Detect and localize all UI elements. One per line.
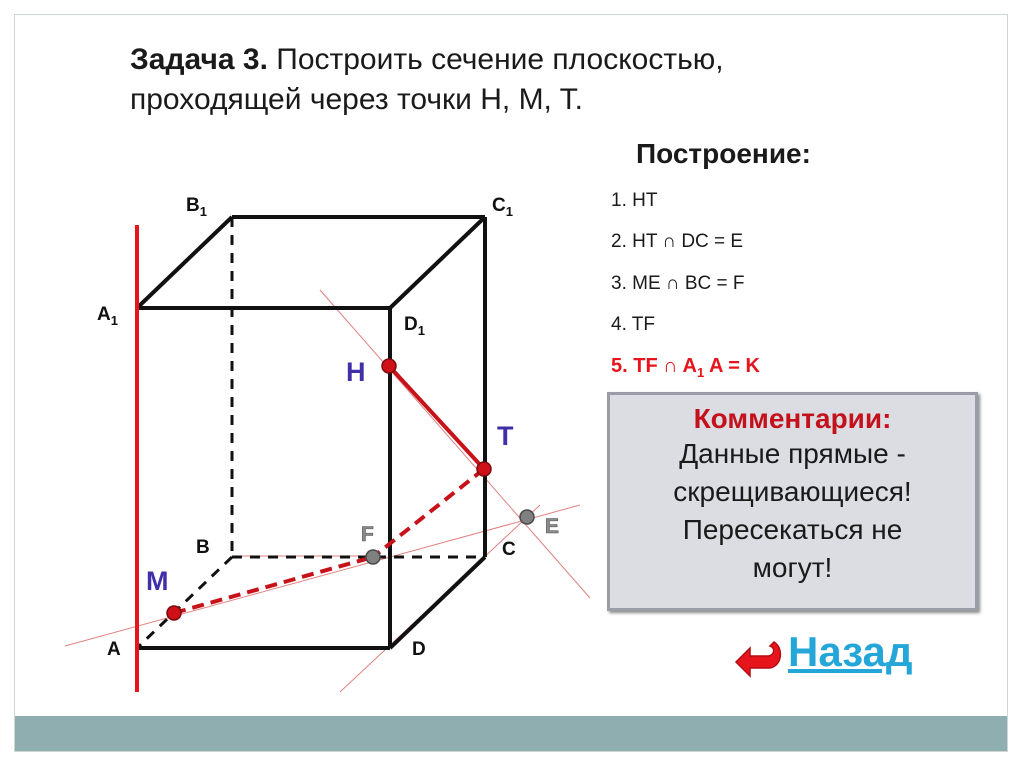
- label-b1: $B_1$: [186, 195, 207, 219]
- comment-line: Данные прямые -: [679, 438, 906, 469]
- point-e: [520, 510, 534, 524]
- point-m: [167, 606, 181, 620]
- comment-line: скрещивающиеся!: [673, 476, 912, 507]
- label-a1: $A_1$: [97, 304, 118, 328]
- problem-statement: Построить сечение плоскостью, проходящей через точки H, M, T.: [130, 43, 724, 116]
- point-h: [382, 359, 396, 373]
- comment-title: Комментарии:: [693, 403, 892, 434]
- label-t: T: [497, 421, 514, 451]
- problem-number: Задача 3.: [130, 43, 268, 76]
- point-t: [477, 462, 491, 476]
- label-c: C: [502, 539, 516, 560]
- step-5-sub: 1: [696, 365, 705, 380]
- segment-ht: [389, 366, 484, 469]
- step-3: 3. ME ∩ BC = F: [611, 273, 745, 294]
- line-me-extension: [65, 505, 580, 646]
- step-1: 1. HT: [611, 190, 658, 211]
- comment-line: могут!: [752, 552, 833, 583]
- label-d1: $D_1$: [404, 314, 425, 338]
- edge-dc: [390, 557, 485, 648]
- label-e: E: [545, 515, 560, 538]
- point-f: [366, 550, 380, 564]
- construction-heading: Построение:: [636, 138, 811, 169]
- label-a: A: [107, 639, 121, 660]
- label-d: D: [412, 639, 426, 660]
- label-b: B: [196, 537, 210, 558]
- step-4: 4. TF: [611, 314, 655, 335]
- step-5-after: A = K: [704, 355, 760, 377]
- step-2: 2. HT ∩ DC = E: [611, 231, 744, 252]
- edge-c1d1: [390, 217, 485, 308]
- label-h: H: [346, 357, 366, 387]
- back-link[interactable]: Назад: [788, 628, 913, 675]
- comment-line: Пересекаться не: [682, 514, 903, 545]
- label-m: M: [146, 566, 169, 596]
- label-f: F: [361, 523, 374, 546]
- step-5-before: 5. TF ∩ A: [611, 355, 697, 377]
- edge-a1b1: [137, 217, 232, 308]
- line-ht-extension: [320, 290, 590, 598]
- label-c1: $C_1$: [492, 195, 513, 219]
